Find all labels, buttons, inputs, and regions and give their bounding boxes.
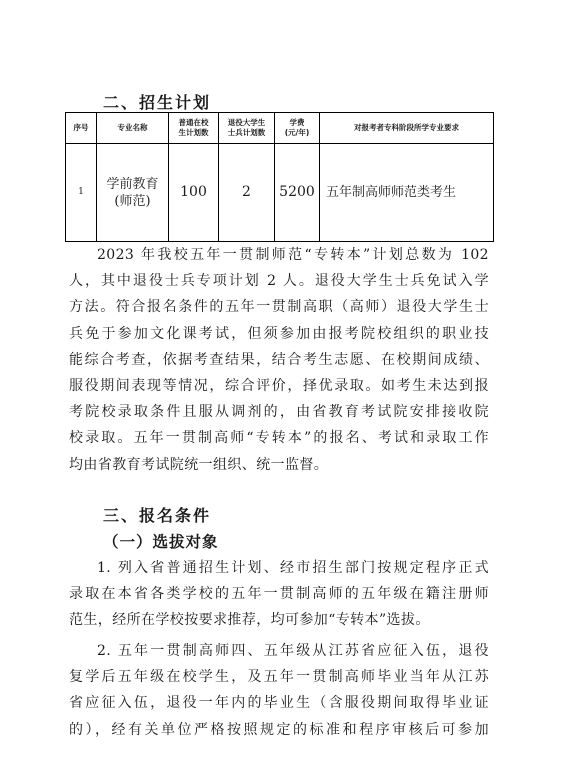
header-tuition-line1: 学费 (289, 118, 305, 127)
header-regular-plan-line2: 生计划数 (178, 128, 209, 137)
cell-regular-plan: 100 (169, 144, 219, 242)
header-veteran-plan-line2: 士兵计划数 (227, 128, 266, 137)
cell-major-line1: 学前教育 (106, 176, 159, 192)
subsection-heading-selection-targets: （一）选拔对象 (103, 533, 219, 551)
header-tuition-line2: (元/年) (284, 128, 310, 137)
text-line: 1. 列入省普通招生计划、经市招生部门按规定程序正式 (97, 560, 489, 576)
cell-veteran-plan: 2 (219, 144, 275, 242)
text-line: 考院校录取条件且服从调剂的，由省教育考试院安排接收院 (69, 404, 489, 421)
text-line: 方法。符合报名条件的五年一贯制高职（高师）退役大学生士 (69, 299, 489, 316)
text-line: 能综合考查，依据考查结果，结合考生志愿、在校期间成绩、 (69, 351, 489, 368)
enrollment-plan-table (65, 112, 494, 242)
text-line: 省应征入伍，退役一年内的毕业生（含服役期间取得毕业证 (69, 695, 489, 712)
section-heading-application-conditions: 三、报名条件 (103, 506, 212, 525)
header-major: 专业名称 (97, 113, 169, 144)
cell-tuition: 5200 (275, 144, 320, 242)
text-line: 2. 五年一贯制高师四、五年级从江苏省应征入伍，退役 (97, 643, 489, 659)
text-line: 人，其中退役士兵专项计划 2 人。退役大学生士兵免试入学 (69, 273, 489, 290)
table-row (66, 144, 494, 242)
cell-major-line2: (师范) (114, 193, 151, 209)
text-line: 校录取。五年一贯制高师“专转本”的报名、考试和录取工作 (69, 430, 489, 447)
cell-major (97, 144, 169, 242)
paragraph-condition-1 (69, 555, 489, 634)
cell-seq: 1 (66, 144, 97, 242)
text-line: 的），经有关单位严格按照规定的标准和程序审核后可参加 (69, 721, 489, 738)
paragraph-condition-2 (69, 638, 489, 743)
section-heading-enrollment-plan: 二、招生计划 (103, 93, 212, 112)
header-regular-plan (169, 113, 219, 144)
paragraph-plan-description (69, 242, 489, 478)
header-veteran-plan-line1: 退役大学生 (227, 118, 266, 127)
text-line: 均由省教育考试院统一组织、统一监督。 (69, 456, 329, 473)
header-major-requirement: 对报考者专科阶段所学专业要求 (320, 113, 494, 144)
header-veteran-plan (219, 113, 275, 144)
header-seq: 序号 (66, 113, 97, 144)
text-line: 服役期间表现等情况，综合评价，择优录取。如考生未达到报 (69, 378, 489, 395)
text-line: 复学后五年级在校学生，及五年一贯制高师毕业当年从江苏 (69, 669, 489, 686)
text-line: 录取在本省各类学校的五年一贯制高师的五年级在籍注册师 (69, 586, 489, 603)
header-tuition (275, 113, 320, 144)
header-regular-plan-line1: 普通在校 (178, 118, 209, 127)
cell-major-requirement: 五年制高师师范类考生 (320, 144, 494, 242)
text-line: 兵免于参加文化课考试，但须参加由报考院校组织的职业技 (69, 325, 489, 342)
text-line: 2023 年我校五年一贯制师范“专转本”计划总数为 102 (97, 247, 489, 263)
text-line: 范生，经所在学校按要求推荐，均可参加“专转本”选拔。 (69, 612, 430, 629)
table-header-row (66, 113, 494, 144)
